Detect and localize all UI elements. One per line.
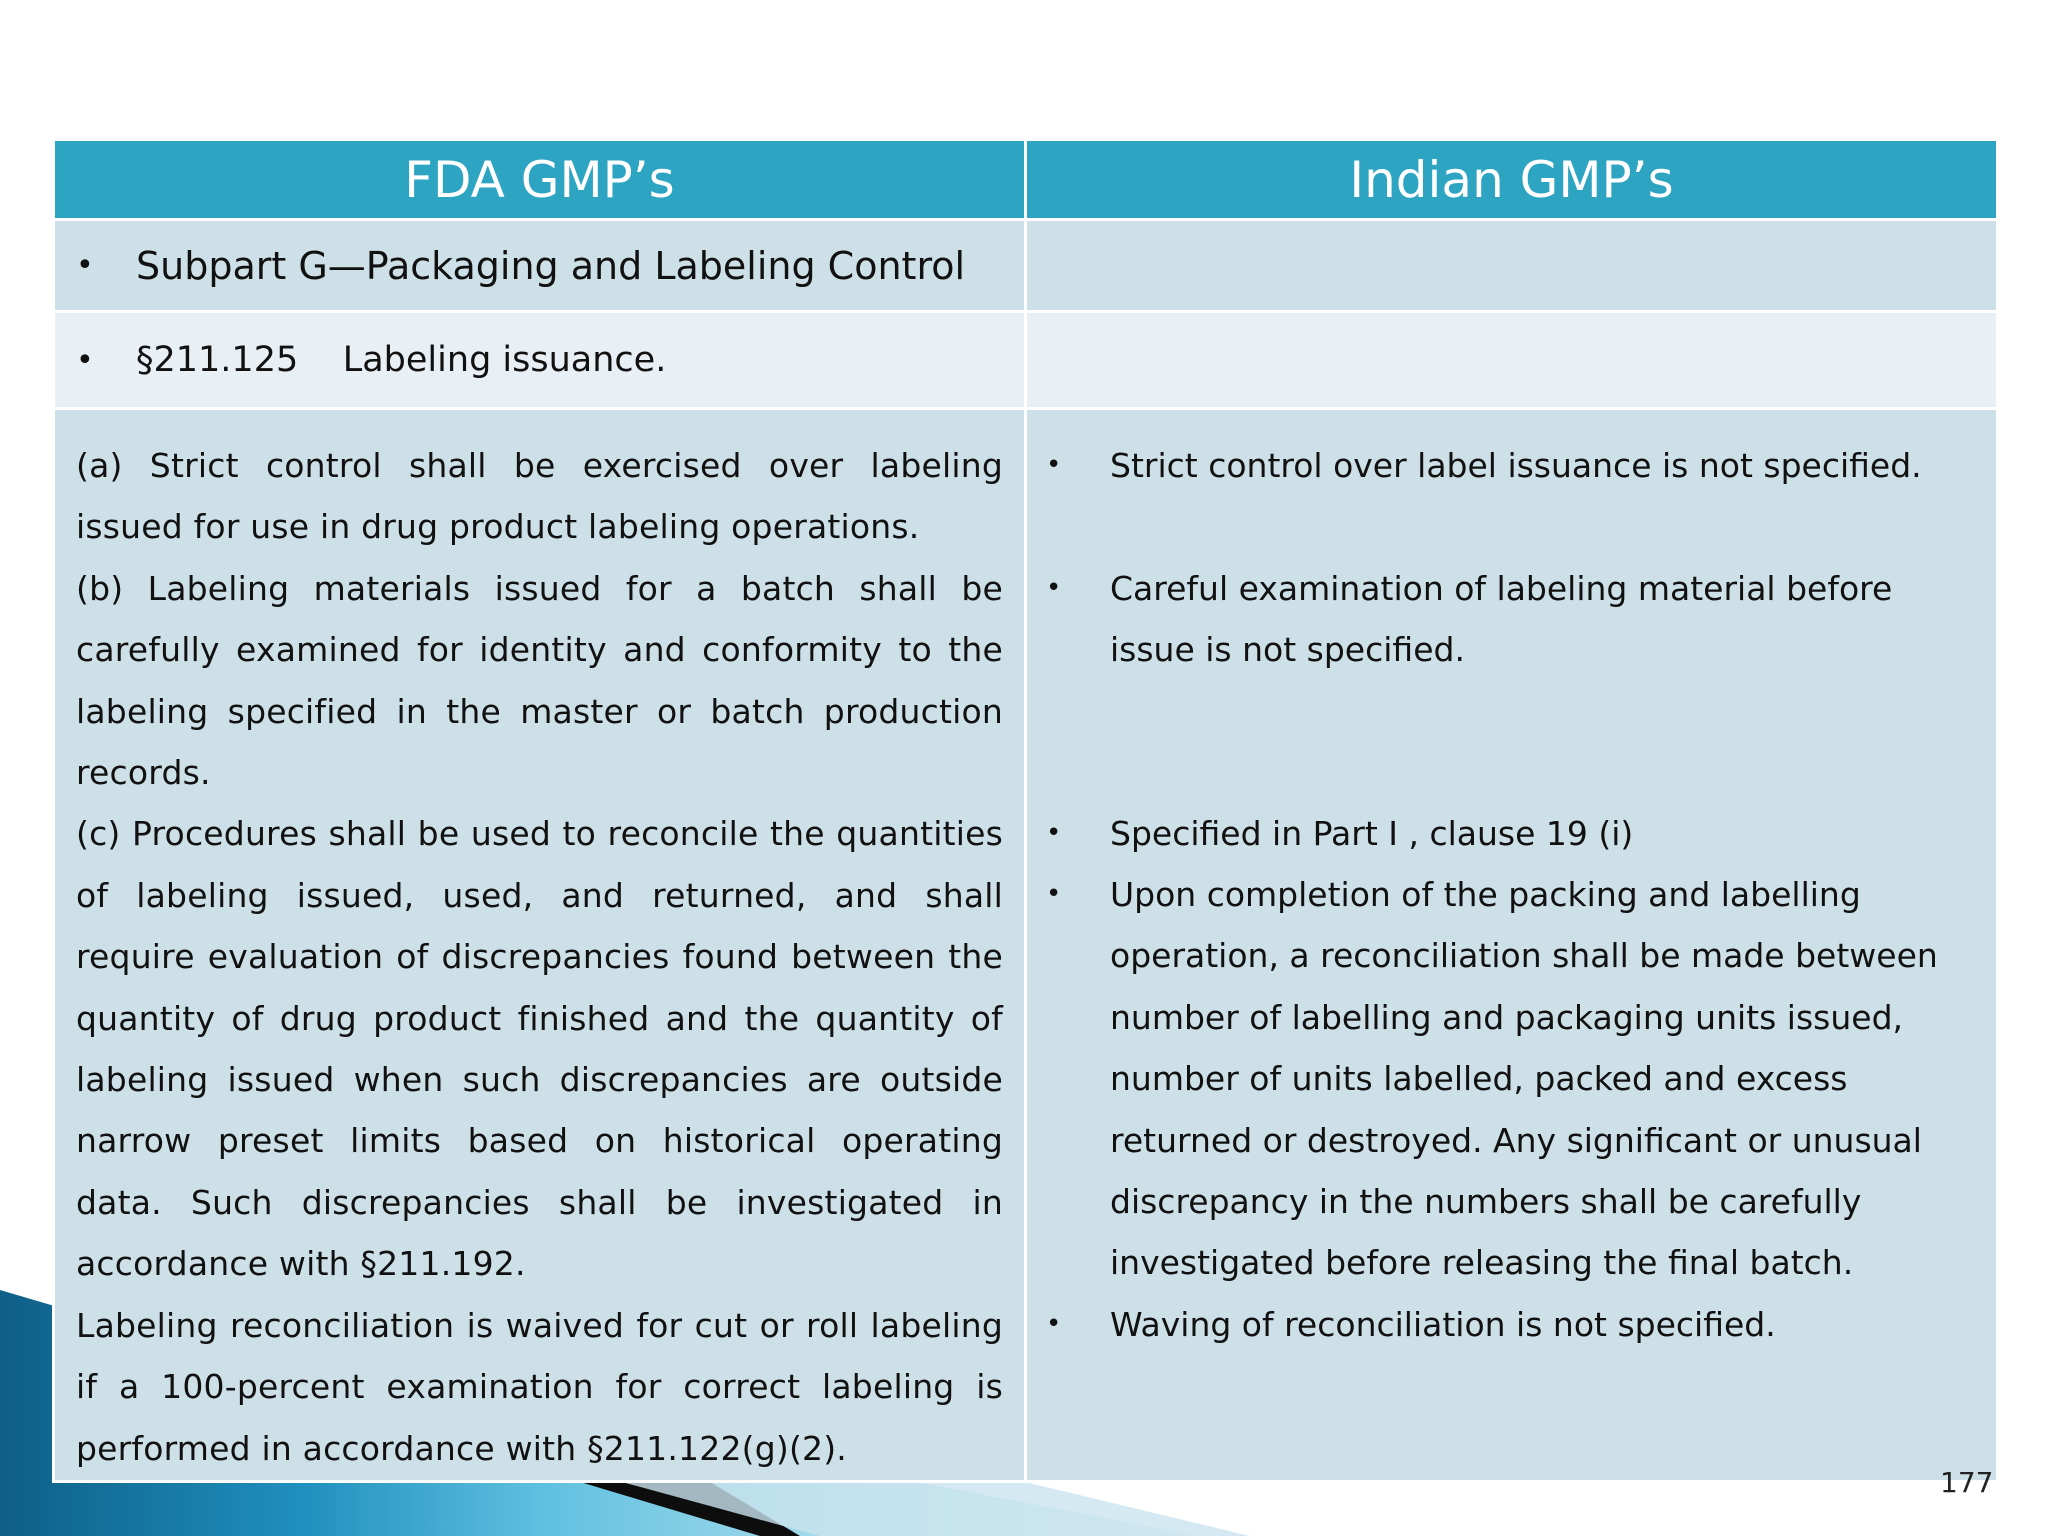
subpart-cell-empty — [1026, 220, 1998, 312]
subpart-title: Subpart G—Packaging and Labeling Control — [136, 243, 966, 288]
section-cell-empty — [1026, 312, 1998, 409]
list-item — [1046, 558, 1905, 681]
header-fda: FDA GMP’s — [54, 140, 1026, 220]
bullet-icon: • — [1046, 818, 1062, 848]
comparison-table — [52, 138, 1999, 1483]
section-bullet — [56, 340, 1023, 380]
fda-paragraph-a: (a) Strict control shall be exercised over labeling issued for use in drug product labeling operations. — [76, 446, 1003, 547]
page-number: 177 — [1940, 1466, 1994, 1499]
list-item — [1046, 803, 1955, 864]
bullet-icon: • — [76, 248, 94, 283]
table-header-row — [54, 140, 1998, 220]
section-cell — [54, 312, 1026, 409]
indian-item-2: Careful examination of labeling material before issue is not specified. — [1110, 569, 1893, 670]
fda-text-cell — [54, 409, 1026, 1482]
fda-paragraph-waiver: Labeling reconciliation is waived for cut or roll labeling if a 100-percent examination for correct labeling is performed in accordance with §211.122(g)(2). — [76, 1305, 1003, 1468]
indian-item-1: Strict control over label issuance is not specified. — [1110, 446, 1922, 485]
table-row-section — [54, 312, 1998, 409]
subpart-bullet — [56, 244, 1023, 288]
bullet-icon: • — [1046, 450, 1062, 480]
indian-item-5: Waving of reconciliation is not specified. — [1110, 1305, 1776, 1344]
fda-text — [56, 411, 1023, 1479]
bullet-icon: • — [1046, 879, 1062, 909]
table-row-subpart — [54, 220, 1998, 312]
list-item — [1046, 435, 1955, 496]
subpart-cell — [54, 220, 1026, 312]
bullet-icon: • — [1046, 1309, 1062, 1339]
fda-paragraph-b: (b) Labeling materials issued for a batch shall be carefully examined for identity and conformity to the labeling specified in the master or batch production records. — [76, 568, 1003, 793]
fda-paragraph-c: (c) Procedures shall be used to reconcile the quantities of labeling issued, used, and returned, and shall require evaluation of discrepancies found between the quantity of drug product finished and the quantity of labeling issued when such discrepancies are outside narrow preset limits based on historical operating data. Such discrepancies shall be investigated in accordance with §211.192. — [76, 814, 1003, 1284]
indian-item-4: Upon completion of the packing and labelling operation, a reconciliation shall be made between number of labelling and packaging units issued, number of units labelled, packed and excess returned or destroyed. Any significant or unusual discrepancy in the numbers shall be carefully investigated before releasing the final batch. — [1110, 875, 1938, 1283]
indian-text-cell — [1026, 409, 1998, 1482]
section-title: §211.125 Labeling issuance. — [136, 340, 667, 380]
list-item — [1046, 864, 1939, 1294]
list-item — [1046, 1294, 1955, 1355]
indian-item-3: Specified in Part I , clause 19 (i) — [1110, 814, 1634, 853]
table-row-body — [54, 409, 1998, 1482]
bullet-icon: • — [1046, 573, 1062, 603]
header-indian: Indian GMP’s — [1026, 140, 1998, 220]
indian-text — [1028, 411, 1995, 1479]
bullet-icon: • — [76, 342, 94, 378]
